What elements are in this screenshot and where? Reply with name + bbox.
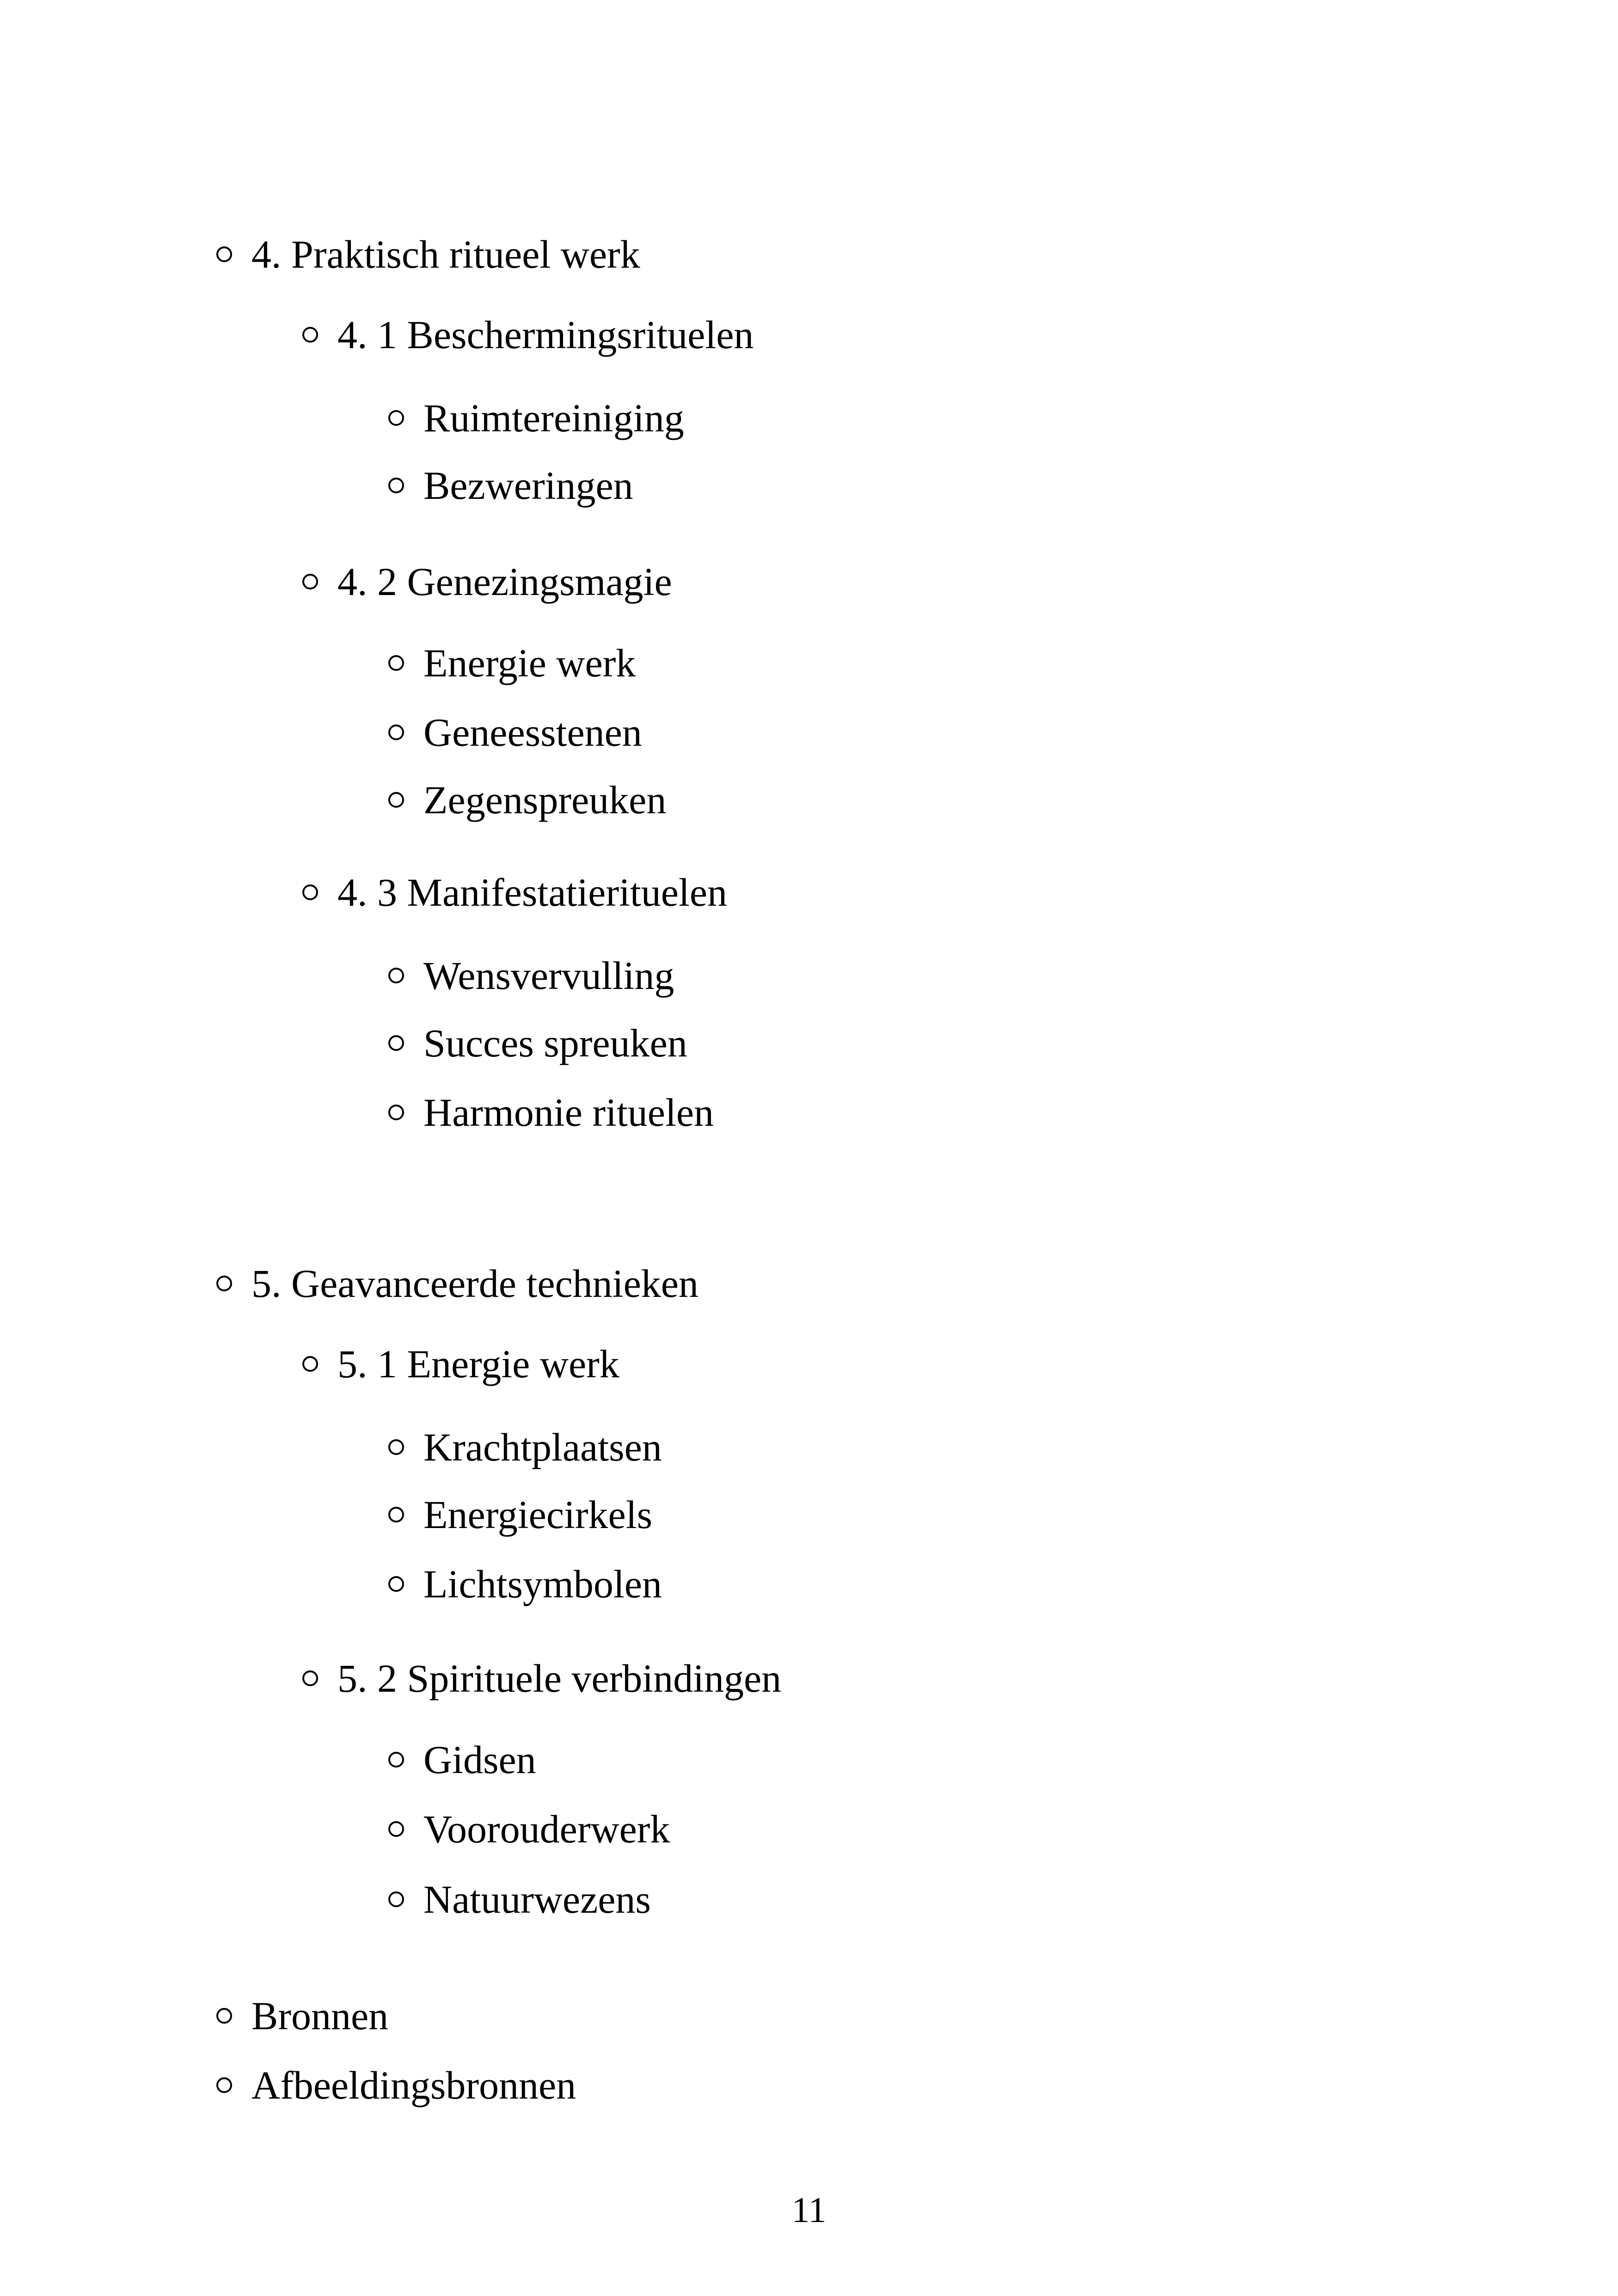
toc-item-label: Gidsen: [423, 1737, 536, 1782]
toc-item-label: 4. 3 Manifestatierituelen: [337, 870, 727, 915]
toc-item-wensvervulling[interactable]: [388, 948, 674, 1003]
toc-item-harmonie-rituelen[interactable]: [388, 1085, 714, 1140]
toc-item-bronnen[interactable]: [216, 1988, 388, 2044]
toc-item-section-4[interactable]: [216, 227, 640, 282]
toc-item-geneesstenen[interactable]: [388, 705, 642, 760]
hollow-circle-bullet-icon: [388, 1821, 404, 1837]
hollow-circle-bullet-icon: [388, 1507, 404, 1522]
toc-item-label: 5. 1 Energie werk: [337, 1342, 619, 1386]
hollow-circle-bullet-icon: [216, 2077, 232, 2093]
toc-item-label: 4. 1 Beschermingsrituelen: [337, 313, 754, 357]
toc-item-label: Krachtplaatsen: [423, 1425, 662, 1469]
toc-item-label: Harmonie rituelen: [423, 1090, 714, 1135]
toc-item-voorouderwerk[interactable]: [388, 1801, 670, 1857]
toc-item-lichtsymbolen[interactable]: [388, 1556, 662, 1612]
toc-item-gidsen[interactable]: [388, 1732, 536, 1787]
toc-item-energie-werk[interactable]: [388, 635, 636, 691]
hollow-circle-bullet-icon: [388, 1035, 404, 1051]
toc-item-ruimtereiniging[interactable]: [388, 390, 684, 446]
hollow-circle-bullet-icon: [302, 884, 318, 900]
toc-item-label: 4. 2 Genezingsmagie: [337, 559, 672, 604]
hollow-circle-bullet-icon: [388, 968, 404, 983]
toc-item-label: Energie werk: [423, 641, 636, 685]
hollow-circle-bullet-icon: [388, 1891, 404, 1907]
toc-item-label: Ruimtereiniging: [423, 396, 684, 440]
toc-item-krachtplaatsen[interactable]: [388, 1419, 662, 1475]
toc-item-label: Zegenspreuken: [423, 778, 667, 822]
toc-item-label: Afbeeldingsbronnen: [251, 2063, 576, 2107]
toc-item-label: 4. Praktisch ritueel werk: [251, 232, 640, 276]
toc-item-section-5-1[interactable]: [302, 1336, 619, 1392]
toc-item-label: Bezweringen: [423, 463, 633, 508]
hollow-circle-bullet-icon: [302, 1356, 318, 1372]
toc-item-natuurwezens[interactable]: [388, 1872, 651, 1927]
hollow-circle-bullet-icon: [388, 1105, 404, 1120]
toc-item-label: Voorouderwerk: [423, 1807, 670, 1851]
hollow-circle-bullet-icon: [302, 1670, 318, 1686]
hollow-circle-bullet-icon: [388, 1752, 404, 1768]
hollow-circle-bullet-icon: [216, 246, 232, 262]
hollow-circle-bullet-icon: [388, 792, 404, 808]
hollow-circle-bullet-icon: [302, 327, 318, 343]
toc-item-label: Lichtsymbolen: [423, 1562, 662, 1606]
toc-item-bezweringen[interactable]: [388, 458, 633, 513]
toc-item-label: Geneesstenen: [423, 710, 642, 755]
toc-item-label: 5. 2 Spirituele verbindingen: [337, 1656, 782, 1701]
toc-item-section-5[interactable]: [216, 1256, 699, 1311]
toc-item-afbeeldingsbronnen[interactable]: [216, 2057, 576, 2113]
hollow-circle-bullet-icon: [388, 655, 404, 671]
toc-item-label: Bronnen: [251, 1994, 389, 2038]
hollow-circle-bullet-icon: [388, 1439, 404, 1455]
hollow-circle-bullet-icon: [388, 1576, 404, 1592]
toc-item-section-4-2[interactable]: [302, 554, 672, 609]
toc-item-label: Succes spreuken: [423, 1021, 687, 1065]
hollow-circle-bullet-icon: [388, 410, 404, 426]
toc-item-label: Natuurwezens: [423, 1877, 651, 1922]
page-number: 11: [791, 2190, 827, 2230]
toc-item-section-5-2[interactable]: [302, 1651, 781, 1706]
toc-item-energiecirkels[interactable]: [388, 1487, 652, 1542]
toc-item-succes-spreuken[interactable]: [388, 1015, 687, 1071]
hollow-circle-bullet-icon: [216, 1276, 232, 1291]
hollow-circle-bullet-icon: [388, 724, 404, 740]
toc-item-label: Wensvervulling: [423, 953, 674, 998]
hollow-circle-bullet-icon: [216, 2008, 232, 2024]
toc-item-section-4-1[interactable]: [302, 307, 754, 362]
toc-item-section-4-3[interactable]: [302, 865, 727, 920]
hollow-circle-bullet-icon: [302, 574, 318, 589]
toc-item-zegenspreuken[interactable]: [388, 772, 666, 828]
hollow-circle-bullet-icon: [388, 478, 404, 493]
toc-item-label: 5. Geavanceerde technieken: [251, 1261, 699, 1306]
toc-item-label: Energiecirkels: [423, 1492, 653, 1537]
